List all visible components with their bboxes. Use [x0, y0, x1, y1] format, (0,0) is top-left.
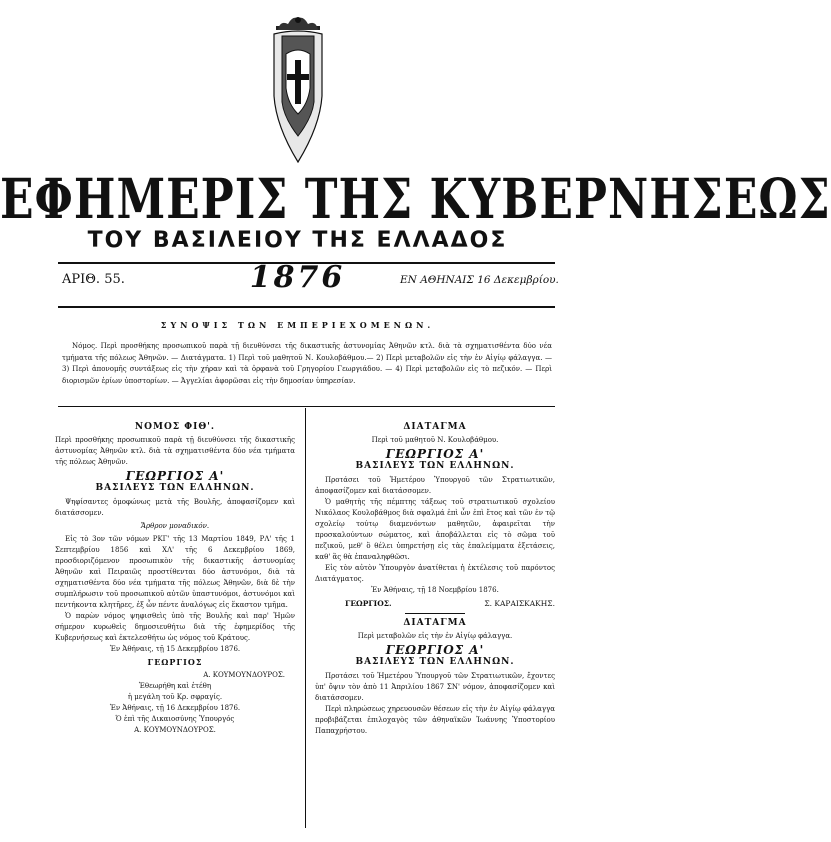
- gazette-subtitle: ΤΟΥ ΒΑΣΙΛΕΙΟΥ ΤΗΣ ΕΛΛΑΔΟΣ: [87, 228, 508, 253]
- decree2-intro: Προτάσει τοῦ Ἡμετέρου Ὑπουργοῦ τῶν Στρατιωτικῶν, ἔχοντες ὑπ' ὄψιν τὸν ἀπὸ 11 Ἀπριλίου 1867 ΣΝ' νόμον, ἀποφασίζομεν καὶ διατάσσομεν.: [315, 672, 555, 702]
- kings-title: ΒΑΣΙΛΕΥΣ ΤΩΝ ΕΛΛΗΝΩΝ.: [355, 461, 515, 471]
- decree1-intro: Προτάσει τοῦ Ἡμετέρου Ὑπουργοῦ τῶν Στρατιωτικῶν, ἀποφασίζομεν καὶ διατάσσομεν.: [315, 476, 555, 495]
- king-name: ΓΕΩΡΓΙΟΣ Α': [385, 643, 485, 657]
- seal-line: Ἐθεωρήθη καὶ ἐτέθη: [138, 682, 212, 690]
- law-date: Ἐν Ἀθήναις, τῇ 15 Δεκεμβρίου 1876.: [109, 645, 241, 653]
- column-divider: [305, 408, 306, 828]
- law-signature-minister: Α. ΚΟΥΜΟΥΝΔΟΥΡΟΣ.: [203, 671, 285, 679]
- decree1-signatures: [315, 598, 555, 609]
- issue-dateline: ΕΝ ΑΘΗΝΑΙΣ 16 Δεκεμβρίου.: [400, 274, 559, 286]
- kings-title: ΒΑΣΙΛΕΥΣ ΤΩΝ ΕΛΛΗΝΩΝ.: [355, 657, 515, 667]
- decree1-signature-king: ΓΕΩΡΓΙΟΣ.: [345, 599, 392, 608]
- seal-line: ἡ μεγάλη τοῦ Κρ. σφραγίς.: [127, 693, 223, 701]
- masthead-bottom-rule: [58, 306, 555, 308]
- decree-separator: [405, 613, 465, 614]
- issue-number: ΑΡΙΘ. 55.: [62, 272, 125, 287]
- seal-line: Ὁ ἐπὶ τῆς Δικαιοσύνης Ὑπουργός: [115, 715, 235, 723]
- decree2-subject: Περὶ μεταβολῶν εἰς τὴν ἐν Αἰγίῳ φάλαγγα.: [357, 632, 513, 640]
- decree1-signature-minister: Σ. ΚΑΡΑΙΣΚΑΚΗΣ.: [484, 599, 555, 608]
- law-preamble: Ψηφίσαντες ὁμοφώνως μετὰ τῆς Βουλῆς, ἀποφασίζομεν καὶ διατάσσομεν.: [55, 498, 295, 517]
- law-subject: Περὶ προσθήκης προσωπικοῦ παρὰ τῇ διευθύνσει τῆς δικαστικῆς ἀστυνομίας Ἀθηνῶν κτλ. διὰ τὰ σχηματισθέντα δύο νέα τμήματα τῆς πόλεως Ἀθηνῶν.: [55, 436, 295, 466]
- issue-year: 1876: [249, 260, 346, 295]
- decree1-date: Ἐν Ἀθήναις, τῇ 18 Νοεμβρίου 1876.: [371, 586, 499, 594]
- decree1-heading: ΔΙΑΤΑΓΜΑ: [403, 422, 467, 432]
- decree1-subject: Περὶ τοῦ μαθητοῦ Ν. Κουλοβάθμου.: [371, 436, 499, 444]
- king-name: ΓΕΩΡΓΙΟΣ Α': [125, 469, 225, 483]
- article-label: Ἄρθρον μοναδικόν.: [140, 522, 210, 530]
- right-column: [315, 420, 555, 737]
- royal-crest-icon: [268, 16, 328, 166]
- seal-line: Α. ΚΟΥΜΟΥΝΔΟΥΡΟΣ.: [134, 726, 216, 734]
- decree1-execution: Εἰς τὸν αὐτὸν Ὑπουργὸν ἀνατίθεται ἡ ἐκτέλεσις τοῦ παρόντος Διατάγματος.: [315, 564, 555, 583]
- kings-title: ΒΑΣΙΛΕΥΣ ΤΩΝ ΕΛΛΗΝΩΝ.: [95, 483, 255, 493]
- left-column: [55, 420, 295, 736]
- decree2-heading: ΔΙΑΤΑΓΜΑ: [403, 618, 467, 628]
- law-closing: Ὁ παρὼν νόμος ψηφισθεὶς ὑπὸ τῆς Βουλῆς καὶ παρ' Ἡμῶν σήμερον κυρωθεὶς δημοσιευθήτω διὰ τῆς ἐφημερίδος τῆς Κυβερνήσεως καὶ ἐκτελεσθήτω ὡς νόμος τοῦ Κράτους.: [55, 612, 295, 642]
- law-signature-king: ΓΕΩΡΓΙΟΣ: [147, 657, 203, 667]
- decree1-body: Ὁ μαθητὴς τῆς πέμπτης τάξεως τοῦ στρατιωτικοῦ σχολείου Νικόλαος Κουλοβάθμος διὰ σφαλμά ἐπὶ ὧν ἐπὶ ἔτος καὶ τῶν ἐν τῷ σχολείῳ τούτῳ διαμενόντων μαθητῶν, ἀφαιρεῖται τὴν προσκαλούντων σώματος, καὶ ἀποβάλλεται εἰς τὸ σῶμα τοῦ πεζικοῦ, μεθ' ὃ θέλει ὑπηρετήσῃ εἰς τὰς ἐπαλείμματα ἐξετάσεις, καθ' ἃς θὰ ἐπαναληφθῶσι.: [315, 498, 555, 561]
- summary-heading: ΣΥΝΟΨΙΣ ΤΩΝ ΕΜΠΕΡΙΕΧΟΜΕΝΩΝ.: [160, 320, 435, 330]
- law-body: Εἰς τὸ 3ον τῶν νόμων ΡΚΓ' τῆς 13 Μαρτίου 1849, ΡΛ' τῆς 1 Σεπτεμβρίου 1856 καὶ ΧΛ' τῆς 6 Δεκεμβρίου 1869, προσδιοριζόμενον προσωπικὸν τῆς δικαστικῆς ἀστυνομίας Ἀθηνῶν καὶ Πειραιῶς προστίθενται δύο ἀστυνόμοι, διὰ τὰ σχηματισθέντα δύο νέα τμήματα τῆς πόλεως Ἀθηνῶν, διὰ δὲ τὴν συμπλήρωσιν τοῦ προσωπικοῦ αὐτῶν ὑπαστυνόμοι, ἀστυνόμοι καὶ πεντήκοντα κλητῆρες, ἐξ ὧν πέντε ἀναλόγως εἰς ἕκαστον τμῆμα.: [55, 535, 295, 609]
- decree2-body: Περὶ πληρώσεως χηρευουσῶν θέσεων εἰς τὴν ἐν Αἰγίῳ φάλαγγα προβιβάζεται ἐπιλοχαγὸς τῶν ἀθηναϊκῶν Ἰωάννης Ὑποστορίου Παπαχρήστου.: [315, 705, 555, 735]
- summary-text: Νόμος. Περὶ προσθήκης προσωπικοῦ παρὰ τῇ διευθύνσει τῆς δικαστικῆς ἀστυνομίας Ἀθηνῶν κτλ. διὰ τὰ σχηματισθέντα δύο νέα τμήματα τῆς πόλεως Ἀθηνῶν. — Διατάγματα. 1) Περὶ τοῦ μαθητοῦ Ν. Κουλοβάθμου.— 2) Περὶ μεταβολῶν εἰς τὴν ἐν Αἰγίῳ φάλαγγα. — 3) Περὶ ἀπονομῆς συντάξεως εἰς τὴν χήραν καὶ τὰ ὀρφανὰ τοῦ Γρηγορίου Γεωργιάδου. — 4) Περὶ μεταβολῶν εἰς τὸ πεζικόν. — Περὶ διορισμῶν ἐρίων ὑποστορίων. — Ἀγγελίαι ἀφορῶσαι εἰς τὴν δημοσίαν ὑπηρεσίαν.: [62, 342, 552, 385]
- seal-line: Ἐν Ἀθήναις, τῇ 16 Δεκεμβρίου 1876.: [109, 704, 241, 712]
- law-heading: ΝΟΜΟΣ ΦΙΘ'.: [134, 422, 216, 432]
- summary-rule: [58, 406, 555, 407]
- king-name: ΓΕΩΡΓΙΟΣ Α': [385, 447, 485, 461]
- gazette-title: ΕΦΗΜΕΡΙΣ ΤΗΣ ΚΥΒΕΡΝΗΣΕΩΣ: [0, 168, 831, 232]
